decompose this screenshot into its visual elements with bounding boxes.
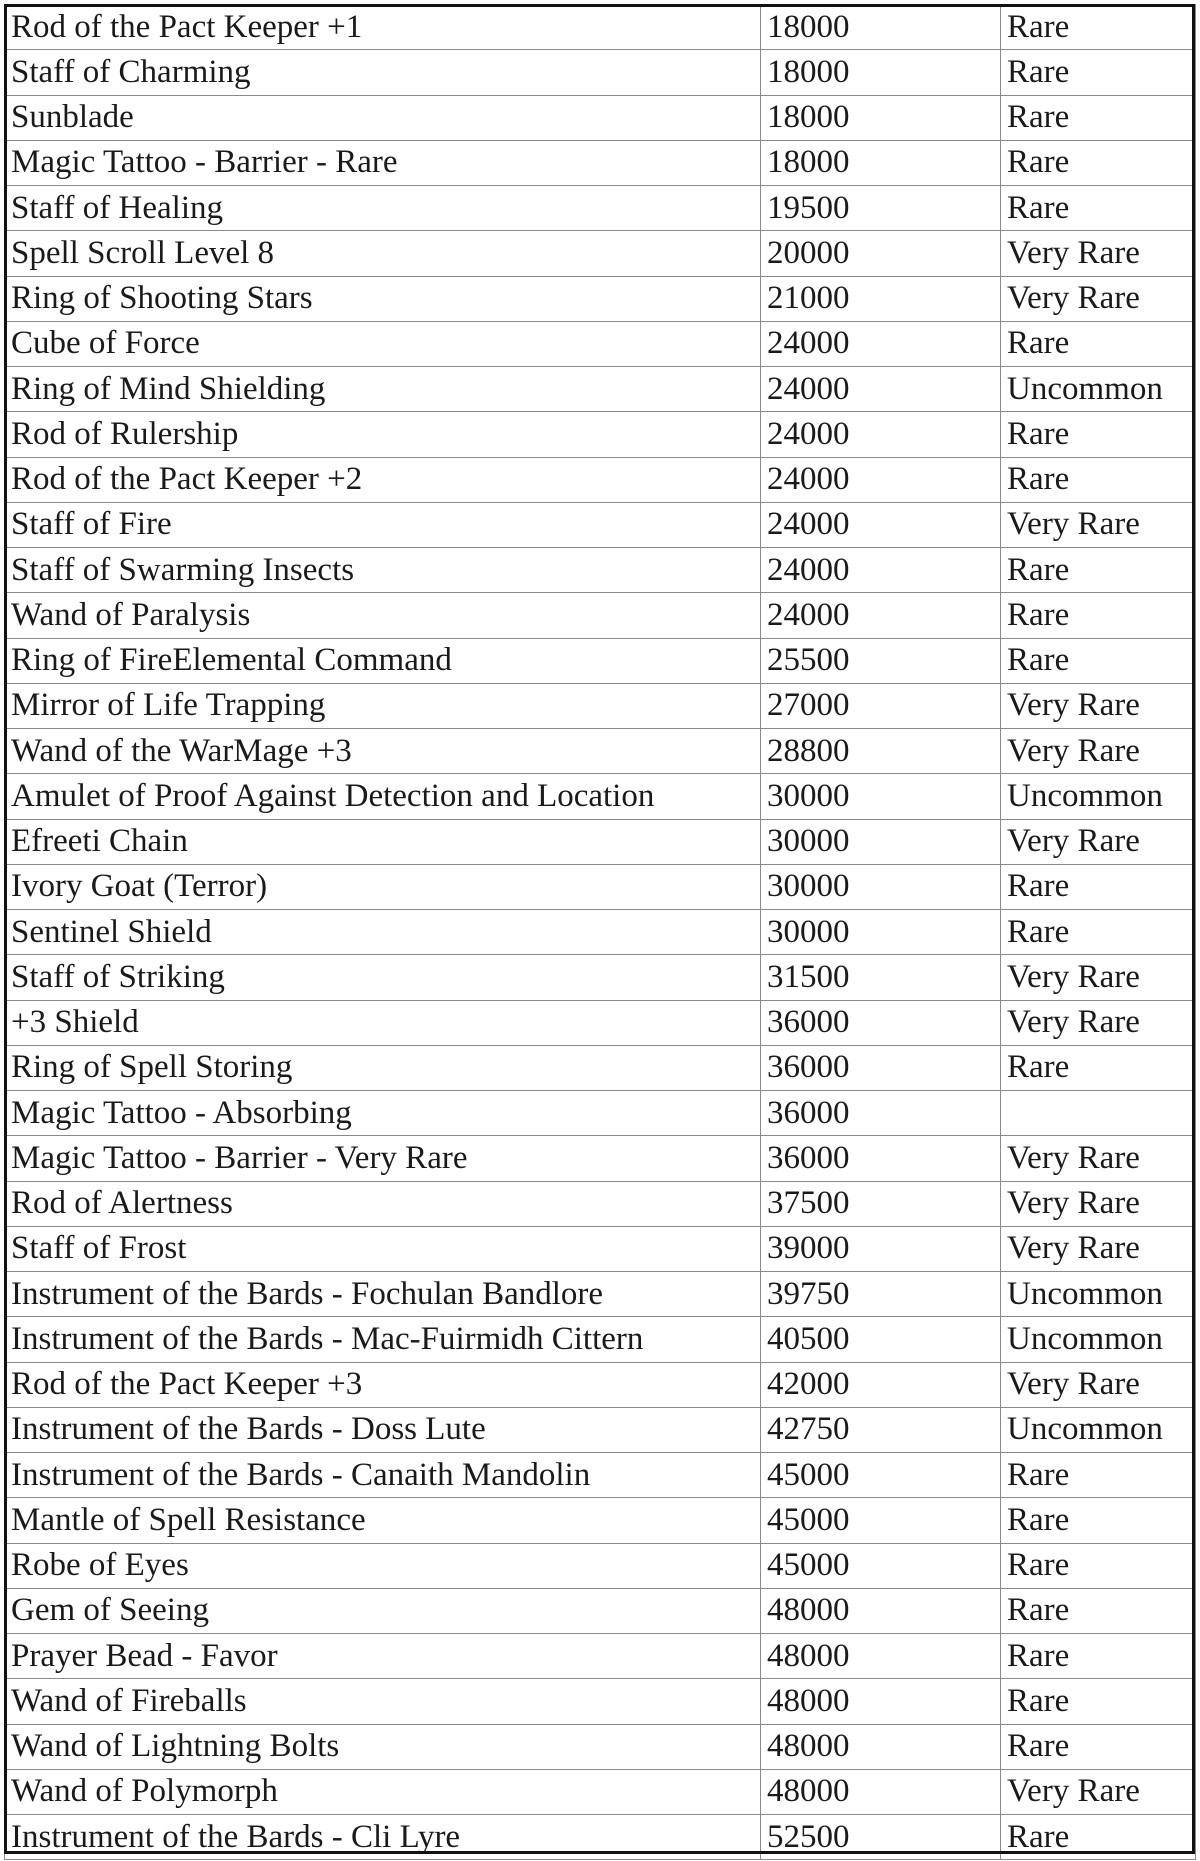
item-name-cell: Magic Tattoo - Barrier - Very Rare [5, 1136, 761, 1181]
table-row [5, 1136, 1196, 1181]
item-rarity-cell: Rare [1001, 864, 1196, 909]
item-name-cell: Ivory Goat (Terror) [5, 864, 761, 909]
item-name-cell: Ring of Shooting Stars [5, 276, 761, 321]
item-rarity-cell: Rare [1001, 140, 1196, 185]
item-name-cell: Robe of Eyes [5, 1543, 761, 1588]
item-price-cell: 40500 [761, 1317, 1001, 1362]
item-name-cell: Rod of Rulership [5, 412, 761, 457]
table-row [5, 1498, 1196, 1543]
item-rarity-cell: Very Rare [1001, 819, 1196, 864]
table-row [5, 95, 1196, 140]
item-price-cell: 48000 [761, 1634, 1001, 1679]
item-name-cell: Staff of Frost [5, 1226, 761, 1271]
item-name-cell: Sunblade [5, 95, 761, 140]
item-name-cell: Wand of Lightning Bolts [5, 1724, 761, 1769]
item-name-cell: Staff of Fire [5, 502, 761, 547]
item-price-cell: 48000 [761, 1769, 1001, 1814]
item-price-cell: 36000 [761, 1091, 1001, 1136]
table-row [5, 1045, 1196, 1090]
item-rarity-cell: Rare [1001, 321, 1196, 366]
item-price-cell: 24000 [761, 457, 1001, 502]
item-price-cell: 30000 [761, 910, 1001, 955]
item-price-cell: 48000 [761, 1724, 1001, 1769]
table-row [5, 276, 1196, 321]
item-rarity-cell: Very Rare [1001, 1226, 1196, 1271]
item-name-cell: Staff of Striking [5, 955, 761, 1000]
item-price-cell: 24000 [761, 321, 1001, 366]
item-price-cell: 25500 [761, 638, 1001, 683]
item-price-cell: 52500 [761, 1815, 1001, 1860]
item-rarity-cell: Rare [1001, 593, 1196, 638]
item-rarity-cell: Rare [1001, 186, 1196, 231]
item-price-cell: 24000 [761, 548, 1001, 593]
item-price-cell: 45000 [761, 1453, 1001, 1498]
table-row [5, 1226, 1196, 1271]
item-rarity-cell: Rare [1001, 1498, 1196, 1543]
item-price-cell: 20000 [761, 231, 1001, 276]
item-name-cell: Instrument of the Bards - Cli Lyre [5, 1815, 761, 1860]
table-row [5, 593, 1196, 638]
table-row [5, 1679, 1196, 1724]
item-name-cell: Rod of the Pact Keeper +2 [5, 457, 761, 502]
table-body [5, 5, 1196, 1860]
item-price-cell: 30000 [761, 864, 1001, 909]
item-rarity-cell [1001, 1091, 1196, 1136]
table-row [5, 367, 1196, 412]
item-name-cell: Mantle of Spell Resistance [5, 1498, 761, 1543]
item-name-cell: Staff of Charming [5, 50, 761, 95]
item-rarity-cell: Rare [1001, 5, 1196, 50]
item-name-cell: Instrument of the Bards - Canaith Mandolin [5, 1453, 761, 1498]
item-price-cell: 24000 [761, 412, 1001, 457]
item-rarity-cell: Uncommon [1001, 1272, 1196, 1317]
item-price-cell: 21000 [761, 276, 1001, 321]
item-rarity-cell: Rare [1001, 910, 1196, 955]
item-name-cell: Prayer Bead - Favor [5, 1634, 761, 1679]
item-price-cell: 31500 [761, 955, 1001, 1000]
item-price-cell: 24000 [761, 593, 1001, 638]
item-price-cell: 39000 [761, 1226, 1001, 1271]
table-row [5, 1588, 1196, 1633]
item-name-cell: Wand of Polymorph [5, 1769, 761, 1814]
table-row [5, 502, 1196, 547]
table-row [5, 1407, 1196, 1452]
item-name-cell: Staff of Healing [5, 186, 761, 231]
table-row [5, 50, 1196, 95]
item-rarity-cell: Rare [1001, 1543, 1196, 1588]
item-name-cell: Gem of Seeing [5, 1588, 761, 1633]
table-row [5, 1769, 1196, 1814]
item-name-cell: Instrument of the Bards - Mac-Fuirmidh Cittern [5, 1317, 761, 1362]
item-rarity-cell: Very Rare [1001, 955, 1196, 1000]
item-rarity-cell: Rare [1001, 1815, 1196, 1860]
item-rarity-cell: Very Rare [1001, 1769, 1196, 1814]
table-row [5, 412, 1196, 457]
table-row [5, 5, 1196, 50]
item-rarity-cell: Rare [1001, 50, 1196, 95]
item-rarity-cell: Rare [1001, 638, 1196, 683]
item-price-cell: 19500 [761, 186, 1001, 231]
item-name-cell: Staff of Swarming Insects [5, 548, 761, 593]
table-row [5, 457, 1196, 502]
item-name-cell: Instrument of the Bards - Doss Lute [5, 1407, 761, 1452]
item-rarity-cell: Very Rare [1001, 231, 1196, 276]
item-name-cell: Rod of the Pact Keeper +1 [5, 5, 761, 50]
table-row [5, 1543, 1196, 1588]
table-row [5, 231, 1196, 276]
item-rarity-cell: Rare [1001, 548, 1196, 593]
item-price-cell: 39750 [761, 1272, 1001, 1317]
item-price-cell: 30000 [761, 819, 1001, 864]
table-row [5, 1453, 1196, 1498]
item-name-cell: Ring of Spell Storing [5, 1045, 761, 1090]
table-row [5, 955, 1196, 1000]
item-name-cell: Wand of the WarMage +3 [5, 729, 761, 774]
item-rarity-cell: Uncommon [1001, 367, 1196, 412]
table-row [5, 1634, 1196, 1679]
item-rarity-cell: Rare [1001, 1045, 1196, 1090]
table-row [5, 548, 1196, 593]
item-price-cell: 48000 [761, 1679, 1001, 1724]
item-name-cell: Rod of Alertness [5, 1181, 761, 1226]
table-row [5, 910, 1196, 955]
item-price-cell: 18000 [761, 50, 1001, 95]
item-price-cell: 30000 [761, 774, 1001, 819]
item-name-cell: Rod of the Pact Keeper +3 [5, 1362, 761, 1407]
item-name-cell: Spell Scroll Level 8 [5, 231, 761, 276]
item-rarity-cell: Very Rare [1001, 502, 1196, 547]
item-price-cell: 37500 [761, 1181, 1001, 1226]
magic-items-table [4, 4, 1196, 1860]
table-row [5, 186, 1196, 231]
item-rarity-cell: Very Rare [1001, 729, 1196, 774]
item-price-cell: 24000 [761, 502, 1001, 547]
table-row [5, 1317, 1196, 1362]
item-name-cell: Cube of Force [5, 321, 761, 366]
item-rarity-cell: Very Rare [1001, 1136, 1196, 1181]
item-rarity-cell: Rare [1001, 1588, 1196, 1633]
item-rarity-cell: Very Rare [1001, 683, 1196, 728]
table-row [5, 321, 1196, 366]
item-rarity-cell: Rare [1001, 1679, 1196, 1724]
item-rarity-cell: Very Rare [1001, 1181, 1196, 1226]
item-price-cell: 42750 [761, 1407, 1001, 1452]
table-row [5, 683, 1196, 728]
item-price-cell: 42000 [761, 1362, 1001, 1407]
table-row [5, 1815, 1196, 1860]
item-rarity-cell: Rare [1001, 1453, 1196, 1498]
item-name-cell: Ring of FireElemental Command [5, 638, 761, 683]
item-rarity-cell: Uncommon [1001, 1407, 1196, 1452]
table-row [5, 1000, 1196, 1045]
item-price-cell: 36000 [761, 1045, 1001, 1090]
item-price-cell: 45000 [761, 1498, 1001, 1543]
item-rarity-cell: Rare [1001, 1724, 1196, 1769]
item-name-cell: +3 Shield [5, 1000, 761, 1045]
table-row [5, 1181, 1196, 1226]
item-price-cell: 24000 [761, 367, 1001, 412]
item-name-cell: Efreeti Chain [5, 819, 761, 864]
item-rarity-cell: Very Rare [1001, 1362, 1196, 1407]
item-name-cell: Sentinel Shield [5, 910, 761, 955]
item-name-cell: Amulet of Proof Against Detection and Location [5, 774, 761, 819]
item-rarity-cell: Rare [1001, 1634, 1196, 1679]
table-row [5, 140, 1196, 185]
item-rarity-cell: Uncommon [1001, 774, 1196, 819]
item-price-cell: 36000 [761, 1136, 1001, 1181]
table-row [5, 1362, 1196, 1407]
item-name-cell: Magic Tattoo - Absorbing [5, 1091, 761, 1136]
item-name-cell: Ring of Mind Shielding [5, 367, 761, 412]
item-rarity-cell: Rare [1001, 457, 1196, 502]
item-price-cell: 48000 [761, 1588, 1001, 1633]
item-price-cell: 18000 [761, 140, 1001, 185]
table-row [5, 1091, 1196, 1136]
table-row [5, 774, 1196, 819]
item-price-cell: 18000 [761, 5, 1001, 50]
table-row [5, 864, 1196, 909]
item-price-cell: 27000 [761, 683, 1001, 728]
item-rarity-cell: Rare [1001, 95, 1196, 140]
item-rarity-cell: Uncommon [1001, 1317, 1196, 1362]
item-name-cell: Magic Tattoo - Barrier - Rare [5, 140, 761, 185]
item-rarity-cell: Very Rare [1001, 276, 1196, 321]
item-rarity-cell: Very Rare [1001, 1000, 1196, 1045]
table-row [5, 819, 1196, 864]
item-name-cell: Wand of Fireballs [5, 1679, 761, 1724]
item-price-cell: 28800 [761, 729, 1001, 774]
item-name-cell: Instrument of the Bards - Fochulan Bandlore [5, 1272, 761, 1317]
table-row [5, 729, 1196, 774]
table-row [5, 1724, 1196, 1769]
item-price-cell: 45000 [761, 1543, 1001, 1588]
item-name-cell: Mirror of Life Trapping [5, 683, 761, 728]
table-row [5, 1272, 1196, 1317]
table-row [5, 638, 1196, 683]
item-name-cell: Wand of Paralysis [5, 593, 761, 638]
item-price-cell: 18000 [761, 95, 1001, 140]
item-price-cell: 36000 [761, 1000, 1001, 1045]
item-rarity-cell: Rare [1001, 412, 1196, 457]
